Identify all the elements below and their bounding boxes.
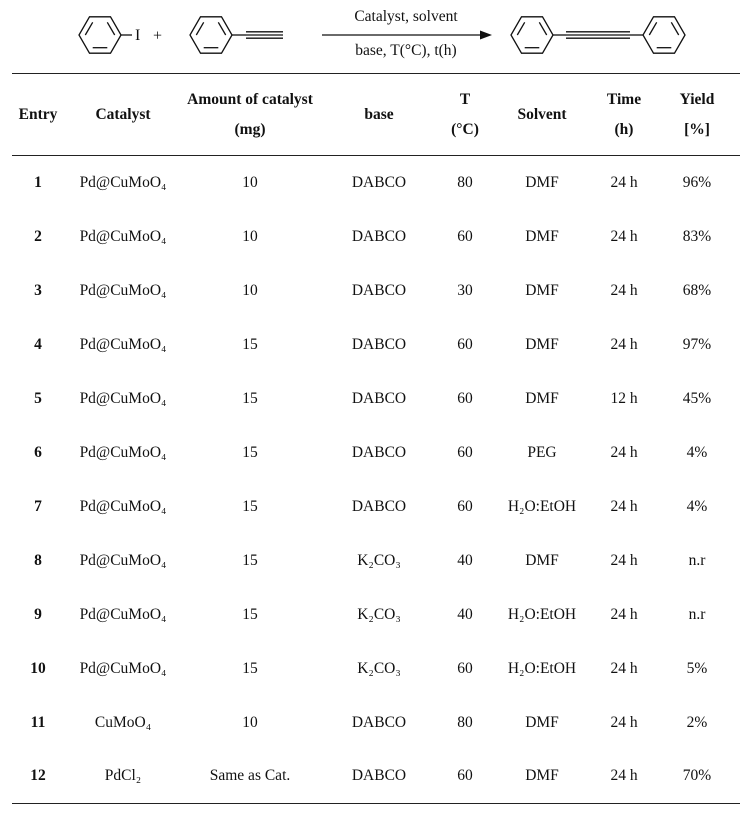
col-header-base [318, 74, 440, 156]
cell-temperature: 60 [457, 767, 473, 785]
table-row [12, 372, 740, 426]
arrow-head-icon [480, 31, 492, 40]
conditions-top: Catalyst, solvent [354, 8, 458, 25]
header-label: Solvent [517, 105, 567, 123]
cell-catalyst: Pd@CuMoO₄ [79, 497, 167, 515]
cell-solvent: H₂O:EtOH [507, 659, 577, 677]
reaction-arrow [322, 8, 492, 59]
cell-temperature: 60 [457, 497, 473, 515]
cell-entry: 6 [34, 443, 42, 461]
iodine-label: I [135, 27, 141, 44]
cell-solvent: DMF [525, 551, 559, 569]
cell-entry: 8 [34, 551, 42, 569]
cell-catalyst: PdCl₂ [104, 767, 142, 785]
cell-time: 24 h [610, 713, 638, 731]
cell-entry: 9 [34, 605, 42, 623]
cell-temperature: 80 [457, 713, 473, 731]
cell-temperature: 40 [457, 551, 473, 569]
table-row [12, 642, 740, 696]
cell-yield: 97% [682, 335, 712, 353]
phenylacetylene-structure [190, 17, 283, 53]
cell-solvent: PEG [527, 443, 557, 461]
cell-yield: 5% [686, 659, 708, 677]
cell-time: 24 h [610, 767, 638, 785]
reaction-scheme [0, 0, 752, 73]
cell-base: DABCO [351, 713, 407, 731]
table-row [12, 426, 740, 480]
cell-solvent: DMF [525, 767, 559, 785]
cell-temperature: 40 [457, 605, 473, 623]
benzene-ring-icon [190, 17, 232, 53]
cell-yield: 83% [682, 227, 712, 245]
header-unit: (h) [614, 120, 634, 138]
header-unit: (mg) [234, 120, 266, 138]
cell-amount: 10 [242, 281, 258, 299]
cell-time: 24 h [610, 443, 638, 461]
cell-entry: 7 [34, 497, 42, 515]
cell-time: 12 h [610, 389, 638, 407]
table-row [12, 696, 740, 750]
cell-base: K₂CO₃ [357, 659, 401, 677]
cell-amount: 15 [242, 497, 258, 515]
cell-catalyst: Pd@CuMoO₄ [79, 227, 167, 245]
cell-amount: 15 [242, 659, 258, 677]
cell-temperature: 30 [457, 281, 473, 299]
cell-entry: 4 [34, 335, 42, 353]
cell-entry: 1 [34, 173, 42, 191]
cell-solvent: DMF [525, 335, 559, 353]
reaction-scheme-drawing [0, 2, 752, 68]
cell-catalyst: Pd@CuMoO₄ [79, 605, 167, 623]
plus-sign: + [153, 27, 163, 45]
table-row [12, 750, 740, 804]
cell-temperature: 60 [457, 389, 473, 407]
header-label: Entry [18, 105, 58, 123]
header-label: Yield [679, 90, 715, 108]
benzene-ring-icon [643, 17, 685, 53]
cell-yield: 4% [686, 443, 708, 461]
cell-solvent: H₂O:EtOH [507, 497, 577, 515]
cell-amount: 10 [242, 173, 258, 191]
cell-base: DABCO [351, 335, 407, 353]
header-label: T [459, 90, 471, 108]
cell-catalyst: Pd@CuMoO₄ [79, 551, 167, 569]
cell-yield: n.r [688, 551, 706, 569]
header-unit: (°C) [451, 120, 479, 138]
triple-bond-icon [566, 32, 630, 38]
cell-base: DABCO [351, 443, 407, 461]
cell-base: DABCO [351, 227, 407, 245]
cell-entry: 2 [34, 227, 42, 245]
results-table [12, 73, 740, 804]
cell-amount: 15 [242, 443, 258, 461]
conditions-bottom: base, T(°C), t(h) [355, 42, 457, 59]
cell-catalyst: Pd@CuMoO₄ [79, 443, 167, 461]
cell-solvent: DMF [525, 389, 559, 407]
diphenylacetylene-structure [511, 17, 685, 53]
table-row [12, 264, 740, 318]
cell-amount: 15 [242, 605, 258, 623]
cell-yield: 96% [682, 173, 712, 191]
col-header-time [594, 74, 654, 156]
cell-time: 24 h [610, 497, 638, 515]
cell-solvent: DMF [525, 227, 559, 245]
cell-time: 24 h [610, 173, 638, 191]
cell-yield: n.r [688, 605, 706, 623]
cell-entry: 10 [30, 659, 46, 677]
cell-yield: 68% [682, 281, 712, 299]
iodobenzene-structure [79, 17, 140, 53]
cell-catalyst: Pd@CuMoO₄ [79, 335, 167, 353]
cell-amount: 15 [242, 389, 258, 407]
col-header-entry [12, 74, 64, 156]
benzene-ring-icon [511, 17, 553, 53]
table-row [12, 480, 740, 534]
header-row [12, 74, 740, 156]
table-row [12, 318, 740, 372]
cell-amount: 15 [242, 551, 258, 569]
cell-solvent: DMF [525, 173, 559, 191]
cell-base: DABCO [351, 497, 407, 515]
cell-base: K₂CO₃ [357, 605, 401, 623]
table-row [12, 588, 740, 642]
cell-time: 24 h [610, 551, 638, 569]
cell-catalyst: Pd@CuMoO₄ [79, 659, 167, 677]
cell-base: DABCO [351, 281, 407, 299]
cell-time: 24 h [610, 335, 638, 353]
table-row [12, 534, 740, 588]
table-row [12, 156, 740, 210]
cell-base: DABCO [351, 173, 407, 191]
header-label: Time [606, 90, 642, 108]
cell-amount: 10 [242, 713, 258, 731]
col-header-amount [182, 74, 318, 156]
triple-bond-icon [246, 32, 283, 38]
cell-yield: 70% [682, 767, 712, 785]
table-body [12, 156, 740, 804]
col-header-temperature [440, 74, 490, 156]
header-unit: [%] [684, 120, 710, 138]
cell-temperature: 60 [457, 335, 473, 353]
table-header [12, 74, 740, 156]
cell-base: DABCO [351, 389, 407, 407]
cell-temperature: 60 [457, 659, 473, 677]
cell-solvent: DMF [525, 281, 559, 299]
cell-amount: Same as Cat. [209, 767, 291, 785]
cell-base: K₂CO₃ [357, 551, 401, 569]
cell-time: 24 h [610, 227, 638, 245]
benzene-ring-icon [79, 17, 121, 53]
cell-amount: 10 [242, 227, 258, 245]
col-header-solvent [490, 74, 594, 156]
cell-catalyst: Pd@CuMoO₄ [79, 281, 167, 299]
cell-entry: 5 [34, 389, 42, 407]
col-header-catalyst [64, 74, 182, 156]
cell-catalyst: Pd@CuMoO₄ [79, 173, 167, 191]
cell-amount: 15 [242, 335, 258, 353]
cell-entry: 12 [30, 767, 46, 785]
cell-time: 24 h [610, 281, 638, 299]
cell-catalyst: Pd@CuMoO₄ [79, 389, 167, 407]
cell-time: 24 h [610, 605, 638, 623]
table-row [12, 210, 740, 264]
cell-temperature: 80 [457, 173, 473, 191]
cell-solvent: H₂O:EtOH [507, 605, 577, 623]
cell-base: DABCO [351, 767, 407, 785]
header-label: Catalyst [95, 105, 151, 123]
cell-temperature: 60 [457, 227, 473, 245]
header-label: Amount of catalyst [187, 90, 313, 108]
cell-entry: 3 [34, 281, 42, 299]
cell-time: 24 h [610, 659, 638, 677]
cell-solvent: DMF [525, 713, 559, 731]
cell-temperature: 60 [457, 443, 473, 461]
col-header-yield [654, 74, 740, 156]
cell-yield: 45% [682, 389, 712, 407]
cell-yield: 4% [686, 497, 708, 515]
cell-yield: 2% [686, 713, 708, 731]
header-label: base [364, 105, 394, 123]
cell-catalyst: CuMoO₄ [94, 713, 152, 731]
cell-entry: 11 [30, 713, 46, 731]
